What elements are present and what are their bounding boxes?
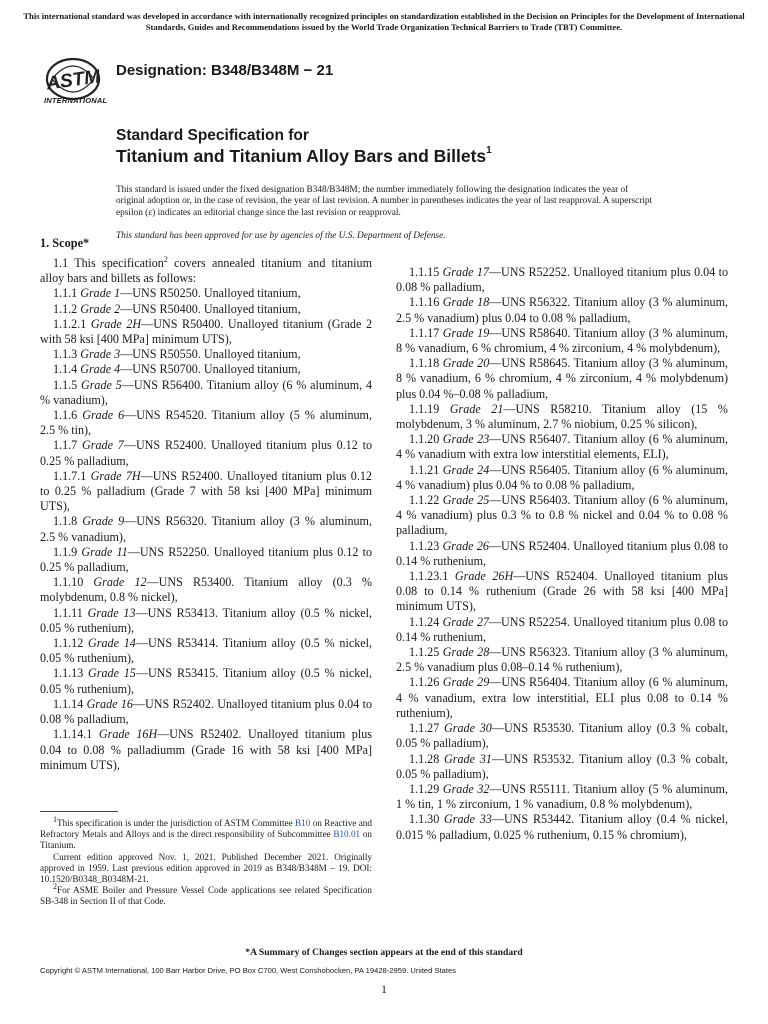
scope-item: 1.1.6 Grade 6—UNS R54520. Titanium alloy (5 % aluminum, 2.5 % tin), — [40, 408, 372, 438]
scope-item: 1.1.5 Grade 5—UNS R56400. Titanium alloy (6 % aluminum, 4 % vanadium), — [40, 377, 372, 407]
scope-item: 1.1.7.1 Grade 7H—UNS R52400. Unalloyed titanium plus 0.12 to 0.25 % palladium (Grade 7 with 58 ksi [400 MPa] minimum UTS), — [40, 468, 372, 514]
scope-intro: 1.1 This specification$^2$ covers annealed titanium and titanium alloy bars and billets as follows: — [40, 254, 372, 286]
scope-item: 1.1.7 Grade 7—UNS R52400. Unalloyed titanium plus 0.12 to 0.25 % palladium, — [40, 438, 372, 468]
scope-item: 1.1.12 Grade 14—UNS R53414. Titanium alloy (0.5 % nickel, 0.05 % ruthenium), — [40, 636, 372, 666]
section-heading: 1. Scope* — [40, 236, 90, 250]
document-title: Titanium and Titanium Alloy Bars and Billets — [116, 146, 487, 166]
scope-item: 1.1.9 Grade 11—UNS R52250. Unalloyed titanium plus 0.12 to 0.25 % palladium, — [40, 544, 373, 575]
summary-note: *A Summary of Changes section appears at the end of this standard — [245, 947, 523, 958]
scope-item: 1.1.15 Grade 17—UNS R52252. Unalloyed titanium plus 0.04 to 0.08 % palladium, — [396, 265, 728, 295]
title-footnote-ref: 1 — [486, 145, 492, 157]
scope-item: 1.1.30 Grade 33—UNS R53442. Titanium alloy (0.4 % nickel, 0.015 % palladium, 0.025 % ruthenium, 0.15 % chromium), — [396, 812, 728, 842]
logo-text: INTERNATIONAL — [44, 96, 108, 105]
scope-item: 1.1.23 Grade 26—UNS R52404. Unalloyed titanium plus 0.08 to 0.14 % ruthenium, — [396, 538, 728, 568]
scope-item: 1.1.22 Grade 25—UNS R56403. Titanium alloy (6 % aluminum, 4 % vanadium) plus 0.3 % to 0.8 % nickel and 0.04 % to 0.08 % palladium, — [396, 493, 728, 538]
copyright: Copyright © ASTM International, 100 Barr Harbor Drive, PO Box C700, West Conshohocken, PA 19428-2959. United States — [40, 966, 457, 975]
footnote-2: 2For ASME Boiler and Pressure Vessel Code applications see related Specification SB-348 in Section II of that Code. — [40, 882, 372, 907]
edition-note: Current edition approved Nov. 1, 2021. Published December 2021. Originally approved in 1959. Last previous edition approved in 2019 as B348/B348M – 19. DOI: 10.1520/B0348_B0348M-21. — [40, 851, 372, 885]
scope-item: 1.1.14 Grade 16—UNS R52402. Unalloyed titanium plus 0.04 to 0.08 % palladium, — [40, 696, 372, 727]
dod-note: This standard has been approved for use by agencies of the U.S. Department of Defense. — [116, 231, 446, 241]
scope-item: 1.1.20 Grade 23—UNS R56407. Titanium alloy (6 % aluminum, 4 % vanadium with extra low interstitial elements, ELI), — [396, 432, 728, 462]
scope-item: 1.1.4 Grade 4—UNS R50700. Unalloyed titanium, — [53, 362, 301, 377]
right-column — [396, 265, 728, 843]
scope-item: 1.1.27 Grade 30—UNS R53530. Titanium alloy (0.3 % cobalt, 0.05 % palladium), — [396, 721, 728, 751]
scope-item: 1.1.8 Grade 9—UNS R56320. Titanium alloy (3 % aluminum, 2.5 % vanadium), — [40, 514, 372, 544]
title-line-2 — [116, 146, 492, 167]
right-item-list — [396, 265, 728, 843]
committee-link[interactable]: B10 — [295, 818, 311, 828]
scope-item: 1.1.23.1 Grade 26H—UNS R52404. Unalloyed titanium plus 0.08 to 0.14 % ruthenium (Grade 26 with 58 ksi [400 MPa] minimum UTS), — [396, 569, 728, 614]
left-item-list — [40, 286, 372, 773]
scope-item: 1.1.2.1 Grade 2H—UNS R50400. Unalloyed titanium (Grade 2 with 58 ksi [400 MPa] minimum UTS), — [40, 316, 372, 347]
title-line-1: Standard Specification for — [116, 127, 309, 144]
left-column — [40, 236, 372, 773]
scope-item: 1.1.3 Grade 3—UNS R50550. Unalloyed titanium, — [53, 347, 301, 362]
scope-item: 1.1.28 Grade 31—UNS R53532. Titanium alloy (0.3 % cobalt, 0.05 % palladium), — [396, 751, 728, 781]
scope-item: 1.1.1 Grade 1—UNS R50250. Unalloyed titanium, — [53, 286, 301, 301]
scope-item: 1.1.21 Grade 24—UNS R56405. Titanium alloy (6 % aluminum, 4 % vanadium) plus 0.04 % to 0.08 % palladium, — [396, 462, 728, 492]
page-number: 1 — [381, 984, 387, 996]
designation: Designation: B348/B348M − 21 — [116, 62, 334, 79]
logo-letters: ASTM — [45, 66, 102, 95]
footnote-1: 1This specification is under the jurisdiction of ASTM Committee B10 on Reactive and Refractory Metals and Alloys and is the direct responsibility of Subcommittee B10.01 on Titanium. — [40, 814, 373, 851]
scope-item: 1.1.17 Grade 19—UNS R58640. Titanium alloy (3 % aluminum, 8 % vanadium, 6 % chromium, 4 % zirconium, 4 % molybdenum), — [396, 325, 728, 356]
scope-item: 1.1.24 Grade 27—UNS R52254. Unalloyed titanium plus 0.08 to 0.14 % ruthenium, — [396, 614, 728, 644]
scope-item: 1.1.29 Grade 32—UNS R55111. Titanium alloy (5 % aluminum, 1 % tin, 1 % zirconium, 1 % vanadium, 0.8 % molybdenum), — [396, 781, 728, 812]
scope-item: 1.1.19 Grade 21—UNS R58210. Titanium alloy (15 % molybdenum, 3 % aluminum, 2.7 % niobium, 0.25 % silicon), — [396, 401, 728, 432]
footnotes — [40, 814, 373, 908]
scope-item: 1.1.25 Grade 28—UNS R56323. Titanium alloy (3 % aluminum, 2.5 % vanadium plus 0.08–0.14 % ruthenium), — [396, 645, 728, 675]
subcommittee-link[interactable]: B10.01 — [333, 829, 361, 840]
scope-item: 1.1.16 Grade 18—UNS R56322. Titanium alloy (3 % aluminum, 2.5 % vanadium) plus 0.04 to 0.08 % palladium, — [396, 295, 728, 325]
scope-item: 1.1.11 Grade 13—UNS R53413. Titanium alloy (0.5 % nickel, 0.05 % ruthenium), — [40, 605, 372, 635]
scope-item: 1.1.10 Grade 12—UNS R53400. Titanium alloy (0.3 % molybdenum, 0.8 % nickel), — [40, 575, 372, 605]
scope-item: 1.1.26 Grade 29—UNS R56404. Titanium alloy (6 % aluminum, 4 % vanadium, extra low interstitial, ELI plus 0.08 to 0.14 % ruthenium), — [396, 675, 728, 720]
footnote-rule — [40, 811, 118, 812]
scope-item: 1.1.14.1 Grade 16H—UNS R52402. Unalloyed titanium plus 0.04 to 0.08 % palladiumm (Grade 16 with 58 ksi [400 MPa] minimum UTS), — [40, 727, 372, 772]
scope-item: 1.1.18 Grade 20—UNS R58645. Titanium alloy (3 % aluminum, 8 % vanadium, 6 % chromium, 4 % zirconium, 4 % molybdenum) plus 0.04 %–0.08 % palladium, — [396, 356, 728, 401]
scope-item: 1.1.13 Grade 15—UNS R53415. Titanium alloy (0.5 % nickel, 0.05 % ruthenium), — [40, 666, 372, 696]
footnote-ref-2: 2 — [163, 254, 168, 264]
issued-note: This standard is issued under the fixed designation B348/B348M; the number immediately following the designation indicates the year of original adoption or, in the case of revision, the year of last revision. A number in parentheses indicates the year of last reapproval. A superscript epsilon (ε) indicates an editorial change since the last revision or reapproval. — [116, 185, 653, 218]
wto-notice: This international standard was developed in accordance with internationally recognized principles on standardization established in the Decision on Principles for the Development of International Standards, Guides and Recommendations issued by the World Trade Organization Technical Barriers to Trade (TBT) Committee. — [23, 11, 745, 32]
scope-item: 1.1.2 Grade 2—UNS R50400. Unalloyed titanium, — [53, 301, 301, 316]
